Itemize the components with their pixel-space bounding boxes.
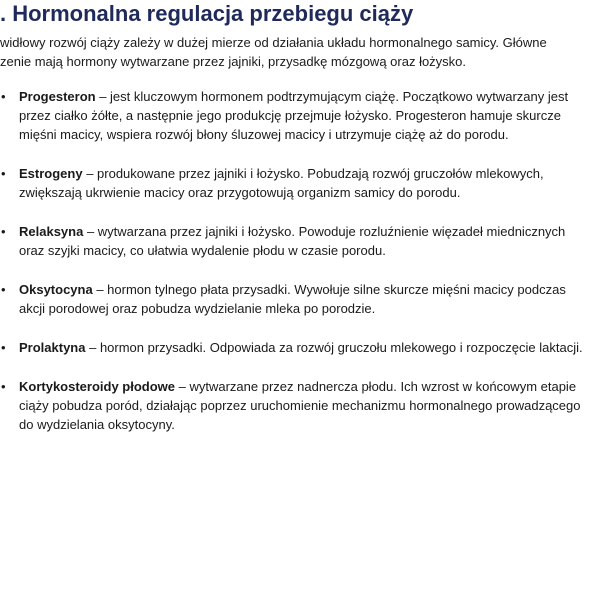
list-item-fetal-corticosteroids bbox=[0, 377, 585, 434]
hormone-term: Kortykosteroidy płodowe bbox=[19, 379, 176, 394]
hormone-term: Estrogeny bbox=[19, 166, 83, 181]
intro-line: widłowy rozwój ciąży zależy w dużej mierze od działania układu hormonalnego samicy. Główne bbox=[0, 35, 547, 50]
list-item-oxytocin bbox=[0, 280, 585, 318]
hormone-description: – wytwarzane przez nadnercza płodu. Ich wzrost w końcowym etapie ciąży pobudza poród, działając poprzez uruchomienie mechanizmu hormonalnego prowadzącego do wydzielania oksytocyny. bbox=[19, 379, 581, 432]
hormone-list bbox=[0, 87, 589, 454]
bullet-icon: • bbox=[1, 166, 6, 181]
bullet-icon: • bbox=[1, 224, 6, 239]
intro-paragraph bbox=[0, 33, 589, 71]
list-item-estrogens bbox=[0, 164, 585, 202]
hormone-term: Prolaktyna bbox=[19, 340, 86, 355]
hormone-description: – hormon przysadki. Odpowiada za rozwój gruczołu mlekowego i rozpoczęcie laktacji. bbox=[85, 340, 583, 355]
hormone-term: Progesteron bbox=[19, 89, 96, 104]
hormone-term: Oksytocyna bbox=[19, 282, 93, 297]
list-item-relaxin bbox=[0, 222, 585, 260]
list-item-prolactin bbox=[0, 338, 585, 357]
hormone-description: – produkowane przez jajniki i łożysko. Pobudzają rozwój gruczołów mlekowych, zwiększają ukrwienie macicy oraz przygotowują organizm samicy do porodu. bbox=[19, 166, 544, 200]
hormone-description: – jest kluczowym hormonem podtrzymującym ciążę. Początkowo wytwarzany jest przez ciałko żółte, a następnie jego produkcję przejmuje łożysko. Progesteron hamuje skurcze mięśni macicy, wspiera rozwój błony śluzowej macicy i utrzymuje ciążę aż do porodu. bbox=[19, 89, 569, 142]
hormone-term: Relaksyna bbox=[19, 224, 84, 239]
intro-line: zenie mają hormony wytwarzane przez jajniki, przysadkę mózgową oraz łożysko. bbox=[0, 54, 467, 69]
bullet-icon: • bbox=[1, 340, 6, 355]
section-heading: . Hormonalna regulacja przebiegu ciąży bbox=[0, 1, 414, 26]
hormone-description: – hormon tylnego płata przysadki. Wywołuje silne skurcze mięśni macicy podczas akcji porodowej oraz pobudza wydzielanie mleka po porodzie. bbox=[19, 282, 566, 316]
bullet-icon: • bbox=[1, 89, 6, 104]
list-item-progesterone bbox=[0, 87, 585, 144]
hormone-description: – wytwarzana przez jajniki i łożysko. Powoduje rozluźnienie więzadeł miednicznych oraz szyjki macicy, co ułatwia wydalenie płodu w czasie porodu. bbox=[19, 224, 566, 258]
bullet-icon: • bbox=[1, 379, 6, 394]
bullet-icon: • bbox=[1, 282, 6, 297]
